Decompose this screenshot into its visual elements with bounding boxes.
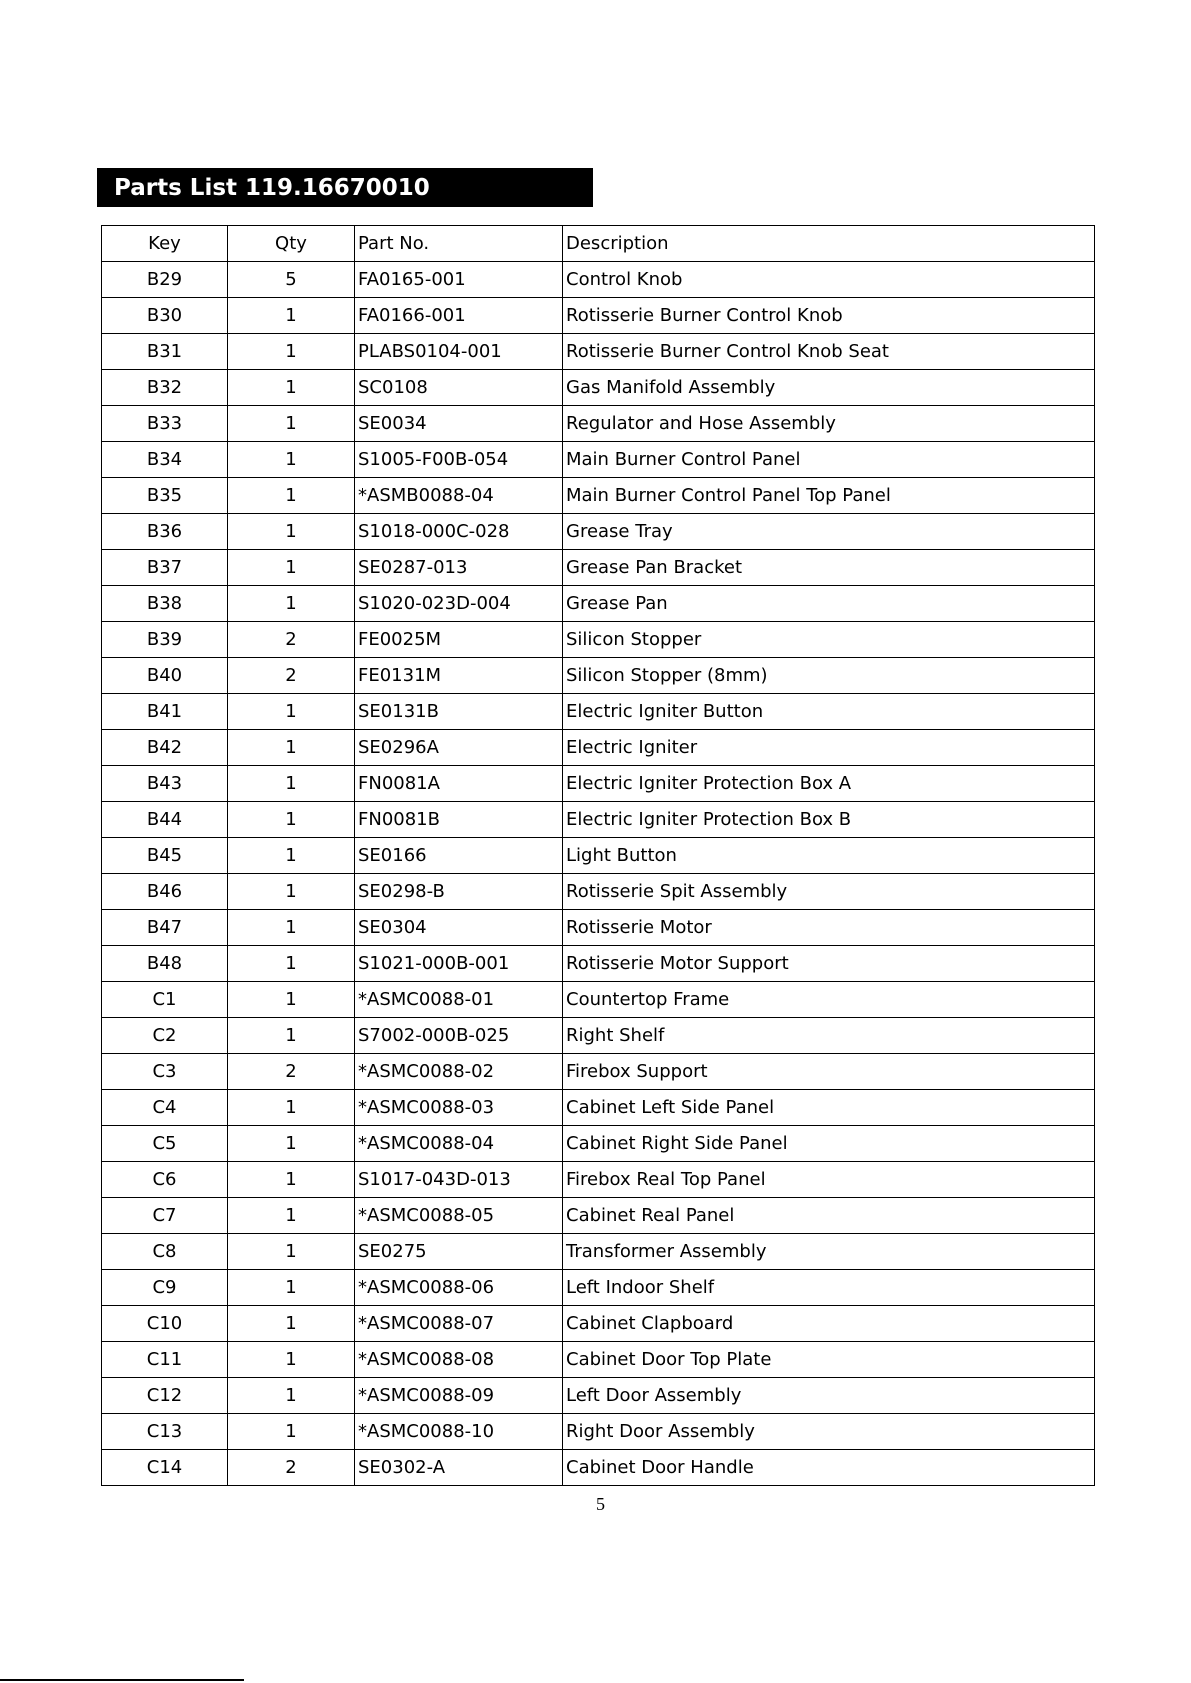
qty-cell: 1 — [228, 442, 355, 478]
page-number: 5 — [596, 1494, 605, 1514]
part-number-cell: SE0166 — [355, 838, 563, 874]
description-cell: Gas Manifold Assembly — [563, 370, 1095, 406]
table-row — [102, 1450, 1095, 1486]
description-cell: Main Burner Control Panel — [563, 442, 1095, 478]
parts-table — [101, 225, 1095, 1486]
qty-cell: 1 — [228, 838, 355, 874]
description-cell: Rotisserie Motor Support — [563, 946, 1095, 982]
part-number-cell: SE0304 — [355, 910, 563, 946]
qty-cell: 1 — [228, 766, 355, 802]
description-cell: Rotisserie Burner Control Knob — [563, 298, 1095, 334]
header-row — [102, 226, 1095, 262]
description-cell: Electric Igniter Button — [563, 694, 1095, 730]
part-number-cell: *ASMC0088-06 — [355, 1270, 563, 1306]
parts-table-body — [102, 262, 1095, 1486]
key-cell: C12 — [102, 1378, 228, 1414]
description-cell: Right Door Assembly — [563, 1414, 1095, 1450]
table-row — [102, 370, 1095, 406]
table-row — [102, 1198, 1095, 1234]
qty-cell: 1 — [228, 514, 355, 550]
table-row — [102, 1270, 1095, 1306]
qty-cell: 1 — [228, 1378, 355, 1414]
part-number-cell: *ASMC0088-08 — [355, 1342, 563, 1378]
table-row — [102, 946, 1095, 982]
description-cell: Firebox Real Top Panel — [563, 1162, 1095, 1198]
part-number-cell: FN0081A — [355, 766, 563, 802]
key-cell: C14 — [102, 1450, 228, 1486]
description-cell: Firebox Support — [563, 1054, 1095, 1090]
description-cell: Electric Igniter — [563, 730, 1095, 766]
description-cell: Grease Pan — [563, 586, 1095, 622]
qty-cell: 1 — [228, 946, 355, 982]
description-cell: Regulator and Hose Assembly — [563, 406, 1095, 442]
qty-cell: 1 — [228, 550, 355, 586]
table-row — [102, 1054, 1095, 1090]
description-cell: Light Button — [563, 838, 1095, 874]
qty-cell: 1 — [228, 982, 355, 1018]
qty-cell: 1 — [228, 802, 355, 838]
table-row — [102, 478, 1095, 514]
key-cell: B48 — [102, 946, 228, 982]
qty-header: Qty — [228, 226, 355, 262]
key-cell: B39 — [102, 622, 228, 658]
qty-cell: 1 — [228, 1090, 355, 1126]
qty-cell: 1 — [228, 730, 355, 766]
key-cell: C6 — [102, 1162, 228, 1198]
description-cell: Cabinet Door Top Plate — [563, 1342, 1095, 1378]
key-cell: C9 — [102, 1270, 228, 1306]
part-number-cell: SE0298-B — [355, 874, 563, 910]
key-cell: B46 — [102, 874, 228, 910]
description-cell: Grease Pan Bracket — [563, 550, 1095, 586]
qty-cell: 1 — [228, 1414, 355, 1450]
description-cell: Main Burner Control Panel Top Panel — [563, 478, 1095, 514]
description-cell: Silicon Stopper — [563, 622, 1095, 658]
description-cell: Electric Igniter Protection Box A — [563, 766, 1095, 802]
qty-cell: 1 — [228, 1162, 355, 1198]
qty-cell: 1 — [228, 334, 355, 370]
key-cell: C8 — [102, 1234, 228, 1270]
table-row — [102, 730, 1095, 766]
part-number-cell: *ASMC0088-03 — [355, 1090, 563, 1126]
description-cell: Cabinet Real Panel — [563, 1198, 1095, 1234]
description-cell: Silicon Stopper (8mm) — [563, 658, 1095, 694]
table-row — [102, 802, 1095, 838]
key-cell: C5 — [102, 1126, 228, 1162]
part-number-cell: FA0166-001 — [355, 298, 563, 334]
description-cell: Cabinet Right Side Panel — [563, 1126, 1095, 1162]
key-cell: C13 — [102, 1414, 228, 1450]
qty-cell: 1 — [228, 1126, 355, 1162]
description-cell: Left Door Assembly — [563, 1378, 1095, 1414]
table-row — [102, 1414, 1095, 1450]
description-header: Description — [563, 226, 1095, 262]
key-cell: C10 — [102, 1306, 228, 1342]
table-row — [102, 406, 1095, 442]
qty-cell: 2 — [228, 1054, 355, 1090]
qty-cell: 1 — [228, 478, 355, 514]
footer-rule — [0, 1679, 244, 1681]
qty-cell: 1 — [228, 910, 355, 946]
qty-cell: 1 — [228, 1198, 355, 1234]
key-cell: B29 — [102, 262, 228, 298]
description-cell: Right Shelf — [563, 1018, 1095, 1054]
description-cell: Transformer Assembly — [563, 1234, 1095, 1270]
key-cell: B34 — [102, 442, 228, 478]
table-row — [102, 514, 1095, 550]
table-row — [102, 334, 1095, 370]
part-number-cell: S1020-023D-004 — [355, 586, 563, 622]
qty-cell: 1 — [228, 406, 355, 442]
table-row — [102, 298, 1095, 334]
description-cell: Electric Igniter Protection Box B — [563, 802, 1095, 838]
qty-cell: 1 — [228, 1342, 355, 1378]
key-cell: B32 — [102, 370, 228, 406]
table-row — [102, 838, 1095, 874]
part-number-header: Part No. — [355, 226, 563, 262]
qty-cell: 2 — [228, 622, 355, 658]
part-number-cell: S7002-000B-025 — [355, 1018, 563, 1054]
table-row — [102, 550, 1095, 586]
table-row — [102, 442, 1095, 478]
part-number-cell: S1005-F00B-054 — [355, 442, 563, 478]
table-row — [102, 1126, 1095, 1162]
qty-cell: 1 — [228, 1306, 355, 1342]
key-cell: B35 — [102, 478, 228, 514]
qty-cell: 1 — [228, 298, 355, 334]
part-number-cell: *ASMC0088-09 — [355, 1378, 563, 1414]
table-row — [102, 586, 1095, 622]
part-number-cell: *ASMC0088-02 — [355, 1054, 563, 1090]
key-cell: B44 — [102, 802, 228, 838]
key-cell: C3 — [102, 1054, 228, 1090]
qty-cell: 1 — [228, 1018, 355, 1054]
qty-cell: 2 — [228, 1450, 355, 1486]
qty-cell: 1 — [228, 874, 355, 910]
part-number-cell: *ASMC0088-07 — [355, 1306, 563, 1342]
part-number-cell: SE0131B — [355, 694, 563, 730]
part-number-cell: *ASMC0088-04 — [355, 1126, 563, 1162]
table-row — [102, 1342, 1095, 1378]
key-cell: C1 — [102, 982, 228, 1018]
part-number-cell: S1021-000B-001 — [355, 946, 563, 982]
key-cell: B42 — [102, 730, 228, 766]
table-row — [102, 1162, 1095, 1198]
part-number-cell: SE0275 — [355, 1234, 563, 1270]
key-cell: B38 — [102, 586, 228, 622]
description-cell: Rotisserie Spit Assembly — [563, 874, 1095, 910]
description-cell: Cabinet Left Side Panel — [563, 1090, 1095, 1126]
table-row — [102, 694, 1095, 730]
part-number-cell: SC0108 — [355, 370, 563, 406]
qty-cell: 2 — [228, 658, 355, 694]
table-row — [102, 1234, 1095, 1270]
key-cell: B41 — [102, 694, 228, 730]
description-cell: Countertop Frame — [563, 982, 1095, 1018]
key-cell: B30 — [102, 298, 228, 334]
table-row — [102, 910, 1095, 946]
part-number-cell: *ASMC0088-01 — [355, 982, 563, 1018]
description-cell: Cabinet Clapboard — [563, 1306, 1095, 1342]
part-number-cell: *ASMC0088-10 — [355, 1414, 563, 1450]
key-cell: B43 — [102, 766, 228, 802]
page-title: Parts List 119.16670010 — [97, 168, 593, 207]
table-row — [102, 262, 1095, 298]
key-cell: B31 — [102, 334, 228, 370]
description-cell: Control Knob — [563, 262, 1095, 298]
part-number-cell: FA0165-001 — [355, 262, 563, 298]
key-cell: C7 — [102, 1198, 228, 1234]
qty-cell: 1 — [228, 1234, 355, 1270]
description-cell: Cabinet Door Handle — [563, 1450, 1095, 1486]
part-number-cell: SE0296A — [355, 730, 563, 766]
key-cell: B36 — [102, 514, 228, 550]
key-cell: C11 — [102, 1342, 228, 1378]
table-row — [102, 1306, 1095, 1342]
key-cell: B47 — [102, 910, 228, 946]
qty-cell: 1 — [228, 370, 355, 406]
key-cell: B40 — [102, 658, 228, 694]
part-number-cell: FN0081B — [355, 802, 563, 838]
description-cell: Grease Tray — [563, 514, 1095, 550]
qty-cell: 1 — [228, 1270, 355, 1306]
table-row — [102, 874, 1095, 910]
key-cell: B33 — [102, 406, 228, 442]
qty-cell: 5 — [228, 262, 355, 298]
part-number-cell: SE0034 — [355, 406, 563, 442]
part-number-cell: *ASMC0088-05 — [355, 1198, 563, 1234]
parts-table-header — [102, 226, 1095, 262]
table-row — [102, 658, 1095, 694]
part-number-cell: SE0287-013 — [355, 550, 563, 586]
part-number-cell: S1018-000C-028 — [355, 514, 563, 550]
part-number-cell: FE0131M — [355, 658, 563, 694]
description-cell: Rotisserie Burner Control Knob Seat — [563, 334, 1095, 370]
part-number-cell: *ASMB0088-04 — [355, 478, 563, 514]
part-number-cell: FE0025M — [355, 622, 563, 658]
table-row — [102, 766, 1095, 802]
table-row — [102, 1018, 1095, 1054]
key-cell: B37 — [102, 550, 228, 586]
qty-cell: 1 — [228, 694, 355, 730]
table-row — [102, 982, 1095, 1018]
part-number-cell: SE0302-A — [355, 1450, 563, 1486]
description-cell: Left Indoor Shelf — [563, 1270, 1095, 1306]
key-cell: B45 — [102, 838, 228, 874]
part-number-cell: S1017-043D-013 — [355, 1162, 563, 1198]
qty-cell: 1 — [228, 586, 355, 622]
key-header: Key — [102, 226, 228, 262]
key-cell: C4 — [102, 1090, 228, 1126]
key-cell: C2 — [102, 1018, 228, 1054]
description-cell: Rotisserie Motor — [563, 910, 1095, 946]
table-row — [102, 1378, 1095, 1414]
part-number-cell: PLABS0104-001 — [355, 334, 563, 370]
table-row — [102, 622, 1095, 658]
table-row — [102, 1090, 1095, 1126]
